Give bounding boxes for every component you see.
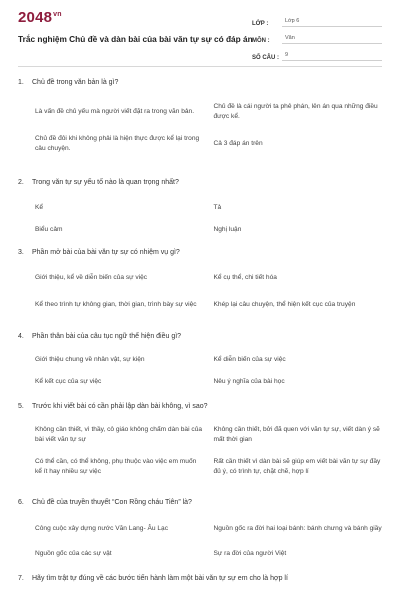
answer-option[interactable]: Kể diễn biến của sự việc <box>213 356 286 363</box>
question-number: 2. <box>18 179 24 186</box>
site-logo[interactable] <box>18 9 62 26</box>
meta-class-label: LỚP : <box>252 21 269 27</box>
meta-panel <box>252 12 382 63</box>
question-text: Hãy tìm trật tự đúng về các bước tiến hành làm một bài văn tự sự em cho là hợp lí <box>32 575 288 582</box>
answer-option[interactable]: Nghị luận <box>213 226 242 233</box>
question-text: Chủ đề của truyền thuyết “Con Rồng cháu Tiên” là? <box>32 499 192 506</box>
answer-option[interactable]: Không cần thiết, bởi đã quen với văn tự sự, viết dàn ý sẽ mất thời gian <box>213 426 380 443</box>
answer-option[interactable]: Chủ đề đôi khi không phải là hiện thực được kể lại trong câu chuyện. <box>35 135 200 152</box>
answer-option[interactable]: Nêu ý nghĩa của bài học <box>213 378 285 385</box>
question-2 <box>18 178 382 248</box>
header <box>0 0 400 62</box>
question-text: Chủ đề trong văn bản là gì? <box>32 79 119 86</box>
answer-option[interactable]: Có thể cần, có thể không, phụ thuộc vào việc em muốn kể ít hay nhiều sự việc <box>35 458 197 475</box>
question-number: 6. <box>18 499 24 506</box>
meta-subject-label: MÔN : <box>252 38 270 44</box>
header-divider <box>18 66 382 67</box>
answer-option[interactable]: Kể theo trình tự không gian, thời gian, trình bày sự việc <box>35 301 197 308</box>
question-number: 4. <box>18 333 24 340</box>
meta-count-value: 9 <box>282 52 382 61</box>
question-5 <box>18 402 382 498</box>
meta-class-value: Lớp 6 <box>282 18 382 27</box>
answer-option[interactable]: Kể kết cục của sự việc <box>35 378 102 385</box>
meta-count-label: SỐ CÂU : <box>252 55 279 61</box>
answer-option[interactable]: Khép lại câu chuyện, thể hiện kết cục của truyện <box>213 301 356 308</box>
answer-option[interactable]: Kể cụ thể, chi tiết hóa <box>213 274 277 281</box>
answer-option[interactable]: Công cuộc xây dựng nước Văn Lang- Âu Lạc <box>35 525 169 532</box>
meta-subject-row <box>252 29 382 44</box>
question-text: Phần thân bài của câu tục ngữ thể hiện điều gì? <box>32 333 182 340</box>
answer-option[interactable]: Rất cần thiết vì dàn bài sẽ giúp em viết bài văn tự sự đầy đủ ý, có trình tự, chặt chẽ, hợp lí <box>213 458 381 475</box>
question-number: 7. <box>18 575 24 582</box>
answer-option[interactable]: Chủ đề là cái người ta phê phán, lên án qua những điều được kể. <box>213 103 378 120</box>
question-1 <box>18 78 382 178</box>
answer-option[interactable]: Tả <box>213 204 222 211</box>
logo-text: 2048 <box>18 9 53 26</box>
question-number: 3. <box>18 249 24 256</box>
question-6 <box>18 498 382 574</box>
answer-option[interactable]: Kể <box>35 204 44 211</box>
answer-option[interactable]: Nguồn gốc của các sự vật <box>35 550 112 557</box>
answer-option[interactable]: Giới thiệu chung về nhân vật, sự kiện <box>35 356 145 363</box>
answer-option[interactable]: Nguồn gốc ra đời hai loại bánh: bánh chưng và bánh giầy <box>213 525 382 532</box>
question-text: Trước khi viết bài có cần phải lập dàn bài không, vì sao? <box>32 403 208 410</box>
answer-option[interactable]: Cả 3 đáp án trên <box>213 140 263 147</box>
logo-suffix: vn <box>53 11 62 18</box>
answer-option[interactable]: Sự ra đời của người Việt <box>213 550 287 557</box>
meta-class-row <box>252 12 382 27</box>
meta-subject-value: Văn <box>282 35 382 44</box>
meta-count-row <box>252 46 382 61</box>
answer-option[interactable]: Không cần thiết, vì thầy, cô giáo không chấm dàn bài của bài viết văn tự sự <box>35 426 203 443</box>
question-number: 5. <box>18 403 24 410</box>
answer-option[interactable]: Là vấn đề chủ yếu mà người viết đặt ra trong văn bản. <box>35 108 195 115</box>
answer-option[interactable]: Biểu cảm <box>35 226 63 233</box>
answer-option[interactable]: Giới thiệu, kể về diễn biến của sự việc <box>35 274 148 281</box>
question-number: 1. <box>18 79 24 86</box>
question-text: Trong văn tự sự yếu tố nào là quan trọng nhất? <box>32 179 179 186</box>
question-7 <box>18 574 382 588</box>
question-list <box>18 78 382 588</box>
question-text: Phần mở bài của bài văn tự sự có nhiệm vụ gì? <box>32 249 180 256</box>
question-3 <box>18 248 382 332</box>
page-title: Trắc nghiệm Chủ đề và dàn bài của bài văn tự sự có đáp án <box>18 34 253 44</box>
question-4 <box>18 332 382 402</box>
